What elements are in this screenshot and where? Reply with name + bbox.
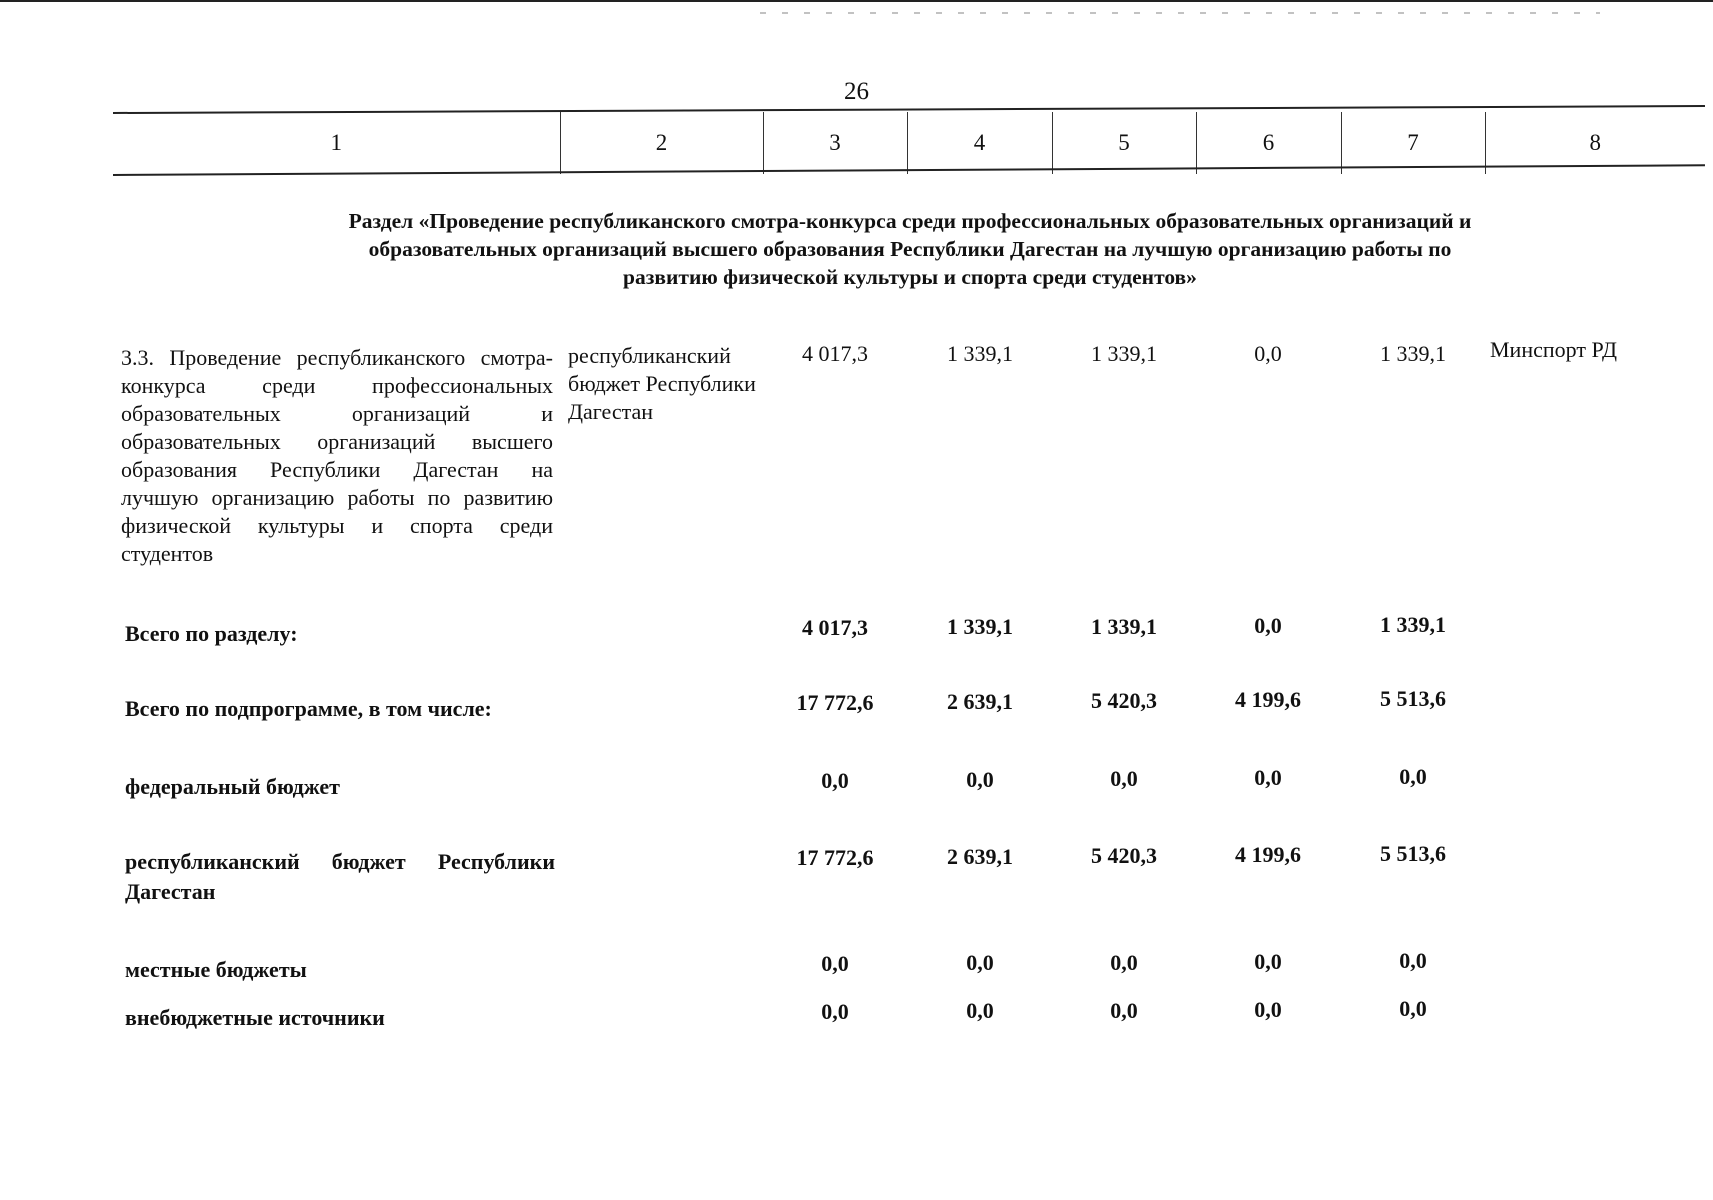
total-value: 0,0 — [821, 768, 849, 793]
item-description: 3.3. Проведение республиканского смотра-конкурса среди профессиональных образовательных организаций и образовательных организаций высшего образования Республики Дагестан на лучшую организацию работы по развитию физической культуры и спорта среди студентов — [121, 345, 553, 566]
scan-artifacts — [760, 12, 1600, 14]
total-row-label: федеральный бюджет — [125, 774, 340, 799]
total-row-label: внебюджетные источники — [125, 1005, 385, 1030]
total-value: 0,0 — [821, 999, 849, 1024]
item-value-col5: 1 339,1 — [1091, 341, 1157, 366]
section-title: Раздел «Проведение республиканского смотра-конкурса среди профессиональных образовательных организаций и образовательных организаций высшего образования Республики Дагестан на лучшую организацию работы по развитию физической культуры и спорта среди студентов» — [348, 209, 1472, 289]
col-header-7: 7 — [1341, 112, 1485, 174]
total-row-label: местные бюджеты — [125, 957, 307, 982]
total-row-label: Всего по разделу: — [125, 621, 298, 646]
total-value: 4 017,3 — [802, 615, 868, 640]
total-value: 0,0 — [1110, 950, 1138, 975]
item-value-col3: 4 017,3 — [802, 341, 868, 366]
item-funding-source: республиканский бюджет Республики Дагестан — [568, 343, 756, 424]
item-value-col7: 1 339,1 — [1380, 341, 1446, 366]
total-value: 4 199,6 — [1235, 687, 1301, 712]
col-header-6: 6 — [1196, 112, 1341, 174]
total-value: 5 420,3 — [1091, 843, 1157, 868]
total-value: 4 199,6 — [1235, 842, 1301, 867]
total-value: 0,0 — [1254, 949, 1282, 974]
total-value: 0,0 — [1399, 948, 1427, 973]
item-value-col4: 1 339,1 — [947, 341, 1013, 366]
total-row-label: республиканский бюджет Республики Дагестан — [125, 849, 555, 904]
total-value: 0,0 — [1399, 764, 1427, 789]
column-number-header — [113, 112, 1705, 174]
total-value: 17 772,6 — [796, 690, 874, 715]
scan-top-edge — [0, 0, 1713, 2]
total-value: 0,0 — [821, 951, 849, 976]
total-value: 0,0 — [1399, 996, 1427, 1021]
total-value: 1 339,1 — [1091, 614, 1157, 639]
total-value: 0,0 — [1254, 613, 1282, 638]
total-value: 5 513,6 — [1380, 686, 1446, 711]
total-value: 2 639,1 — [947, 844, 1013, 869]
total-value: 1 339,1 — [947, 614, 1013, 639]
total-value: 0,0 — [1110, 766, 1138, 791]
total-value: 0,0 — [1254, 765, 1282, 790]
item-value-col6: 0,0 — [1254, 341, 1282, 366]
total-value: 1 339,1 — [1380, 612, 1446, 637]
total-value: 0,0 — [966, 950, 994, 975]
total-value: 17 772,6 — [796, 845, 874, 870]
col-header-3: 3 — [763, 112, 907, 174]
total-value: 0,0 — [1254, 997, 1282, 1022]
item-executor: Минспорт РД — [1490, 337, 1618, 362]
total-value: 0,0 — [966, 998, 994, 1023]
col-header-1: 1 — [330, 130, 342, 155]
total-value: 0,0 — [966, 767, 994, 792]
total-value: 0,0 — [1110, 998, 1138, 1023]
col-header-5: 5 — [1052, 112, 1196, 174]
col-header-2: 2 — [560, 112, 763, 174]
page-number: 26 — [844, 78, 869, 105]
total-value: 2 639,1 — [947, 689, 1013, 714]
total-value: 5 513,6 — [1380, 841, 1446, 866]
total-value: 5 420,3 — [1091, 688, 1157, 713]
col-header-4: 4 — [907, 112, 1052, 174]
total-row-label: Всего по подпрограмме, в том числе: — [125, 696, 492, 721]
col-header-8: 8 — [1485, 112, 1705, 174]
